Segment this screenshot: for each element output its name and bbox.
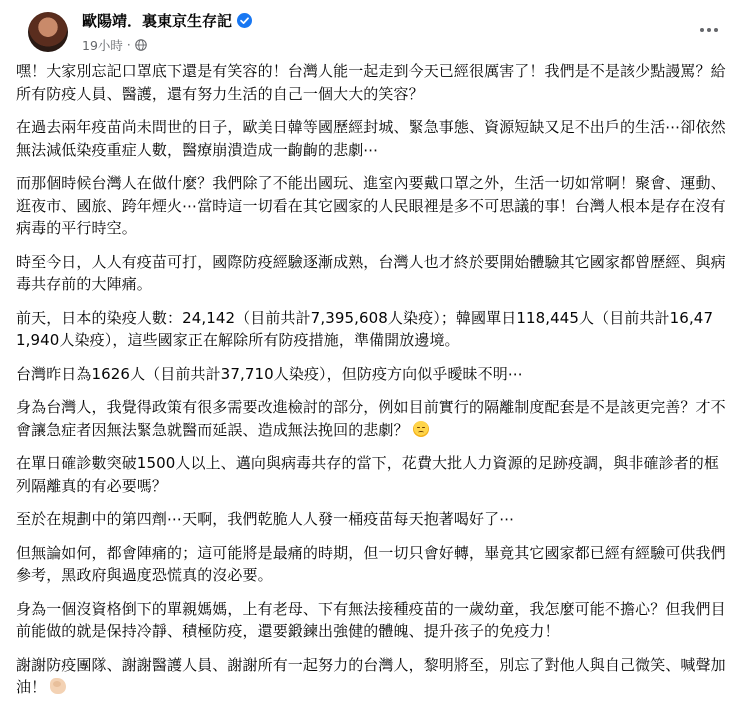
- post-paragraph: [16, 396, 727, 441]
- paragraph-text: 謝謝防疫團隊、謝謝醫護人員、謝謝所有一起努力的台灣人，黎明將至，別忘了對他人與自己微笑、喊聲加油！: [16, 655, 726, 696]
- more-options-button[interactable]: [691, 12, 727, 48]
- post-timestamp[interactable]: 19小時: [82, 38, 123, 53]
- post-paragraph: [16, 654, 727, 699]
- paragraph-text: 台灣昨日為1626人（目前共計37,710人染疫），但防疫方向似乎曖昧不明⋯: [16, 364, 523, 383]
- post-paragraph: [16, 172, 727, 240]
- more-dot-icon: [700, 28, 704, 32]
- meta-separator: ·: [126, 38, 131, 52]
- paragraph-text: 但無論如何，都會陣痛的；這可能將是最痛的時期，但一切只會好轉，畢竟其它國家都已經有經驗可供我們參考，黑政府與過度恐慌真的沒必要。: [16, 543, 726, 584]
- post-paragraph: [16, 60, 727, 105]
- post-paragraph: [16, 363, 727, 386]
- post-paragraph: [16, 251, 727, 296]
- post-body: [16, 60, 727, 710]
- post-meta: [82, 36, 147, 54]
- post-paragraph: [16, 116, 727, 161]
- flexed-biceps-emoji: [50, 678, 66, 694]
- post-header: [16, 0, 727, 60]
- paragraph-text: 而那個時候台灣人在做什麼？我們除了不能出國玩、進室內要戴口罩之外，生活一切如常啊！聚會、運動、逛夜市、國旅、跨年煙火⋯當時這一切看在其它國家的人民眼裡是多不可思議的事！台灣人根本是存在沒有病毒的平行時空。: [16, 174, 726, 237]
- globe-icon[interactable]: [135, 39, 147, 51]
- post-paragraph: [16, 452, 727, 497]
- paragraph-text: 前天，日本的染疫人數：24,142（目前共計7,395,608人染疫）；韓國單日118,445人（目前共計16,471,940人染疫），這些國家正在解除所有防疫措施，準備開放邊境。: [16, 308, 714, 349]
- post-paragraph: [16, 598, 727, 643]
- paragraph-text: 時至今日，人人有疫苗可打，國際防疫經驗逐漸成熟，台灣人也才終於要開始體驗其它國家都曾歷經、與病毒共存前的大陣痛。: [16, 252, 726, 293]
- paragraph-text: 在過去兩年疫苗尚未問世的日子，歐美日韓等國歷經封城、緊急事態、資源短缺又足不出戶的生活⋯卻依然無法減低染疫重症人數，醫療崩潰造成一齣齣的悲劇⋯: [16, 118, 726, 159]
- pensive-face-emoji: [413, 421, 429, 437]
- post-paragraph: [16, 542, 727, 587]
- paragraph-text: 在單日確診數突破1500人以上、邁向與病毒共存的當下，花費大批人力資源的足跡疫調，與非確診者的框列隔離真的有必要嗎？: [16, 454, 719, 495]
- post-paragraph: [16, 307, 727, 352]
- paragraph-text: 至於在規劃中的第四劑⋯天啊，我們乾脆人人發一桶疫苗每天抱著喝好了⋯: [16, 510, 515, 528]
- paragraph-text: 身為一個沒資格倒下的單親媽媽，上有老母、下有無法接種疫苗的一歲幼童，我怎麼可能不擔心？但我們目前能做的就是保持冷靜、積極防疫，還要鍛鍊出強健的體魄、提升孩子的免疫力！: [16, 599, 726, 640]
- avatar[interactable]: [28, 12, 68, 52]
- more-dot-icon: [714, 28, 718, 32]
- verified-badge-icon: [237, 13, 252, 28]
- paragraph-text: 嘿！大家別忘記口罩底下還是有笑容的！台灣人能一起走到今天已經很厲害了！我們是不是該少點謾罵？給所有防疫人員、醫護，還有努力生活的自己一個大大的笑容？: [16, 62, 726, 103]
- author-row: [82, 10, 252, 31]
- page-name[interactable]: 歐陽靖．裏東京生存記: [82, 12, 233, 30]
- more-dot-icon: [707, 28, 711, 32]
- paragraph-text: 身為台灣人，我覺得政策有很多需要改進檢討的部分，例如目前實行的隔離制度配套是不是該更完善？才不會讓急症者因無法緊急就醫而延誤、造成無法挽回的悲劇？: [16, 398, 726, 439]
- post-paragraph: [16, 508, 727, 531]
